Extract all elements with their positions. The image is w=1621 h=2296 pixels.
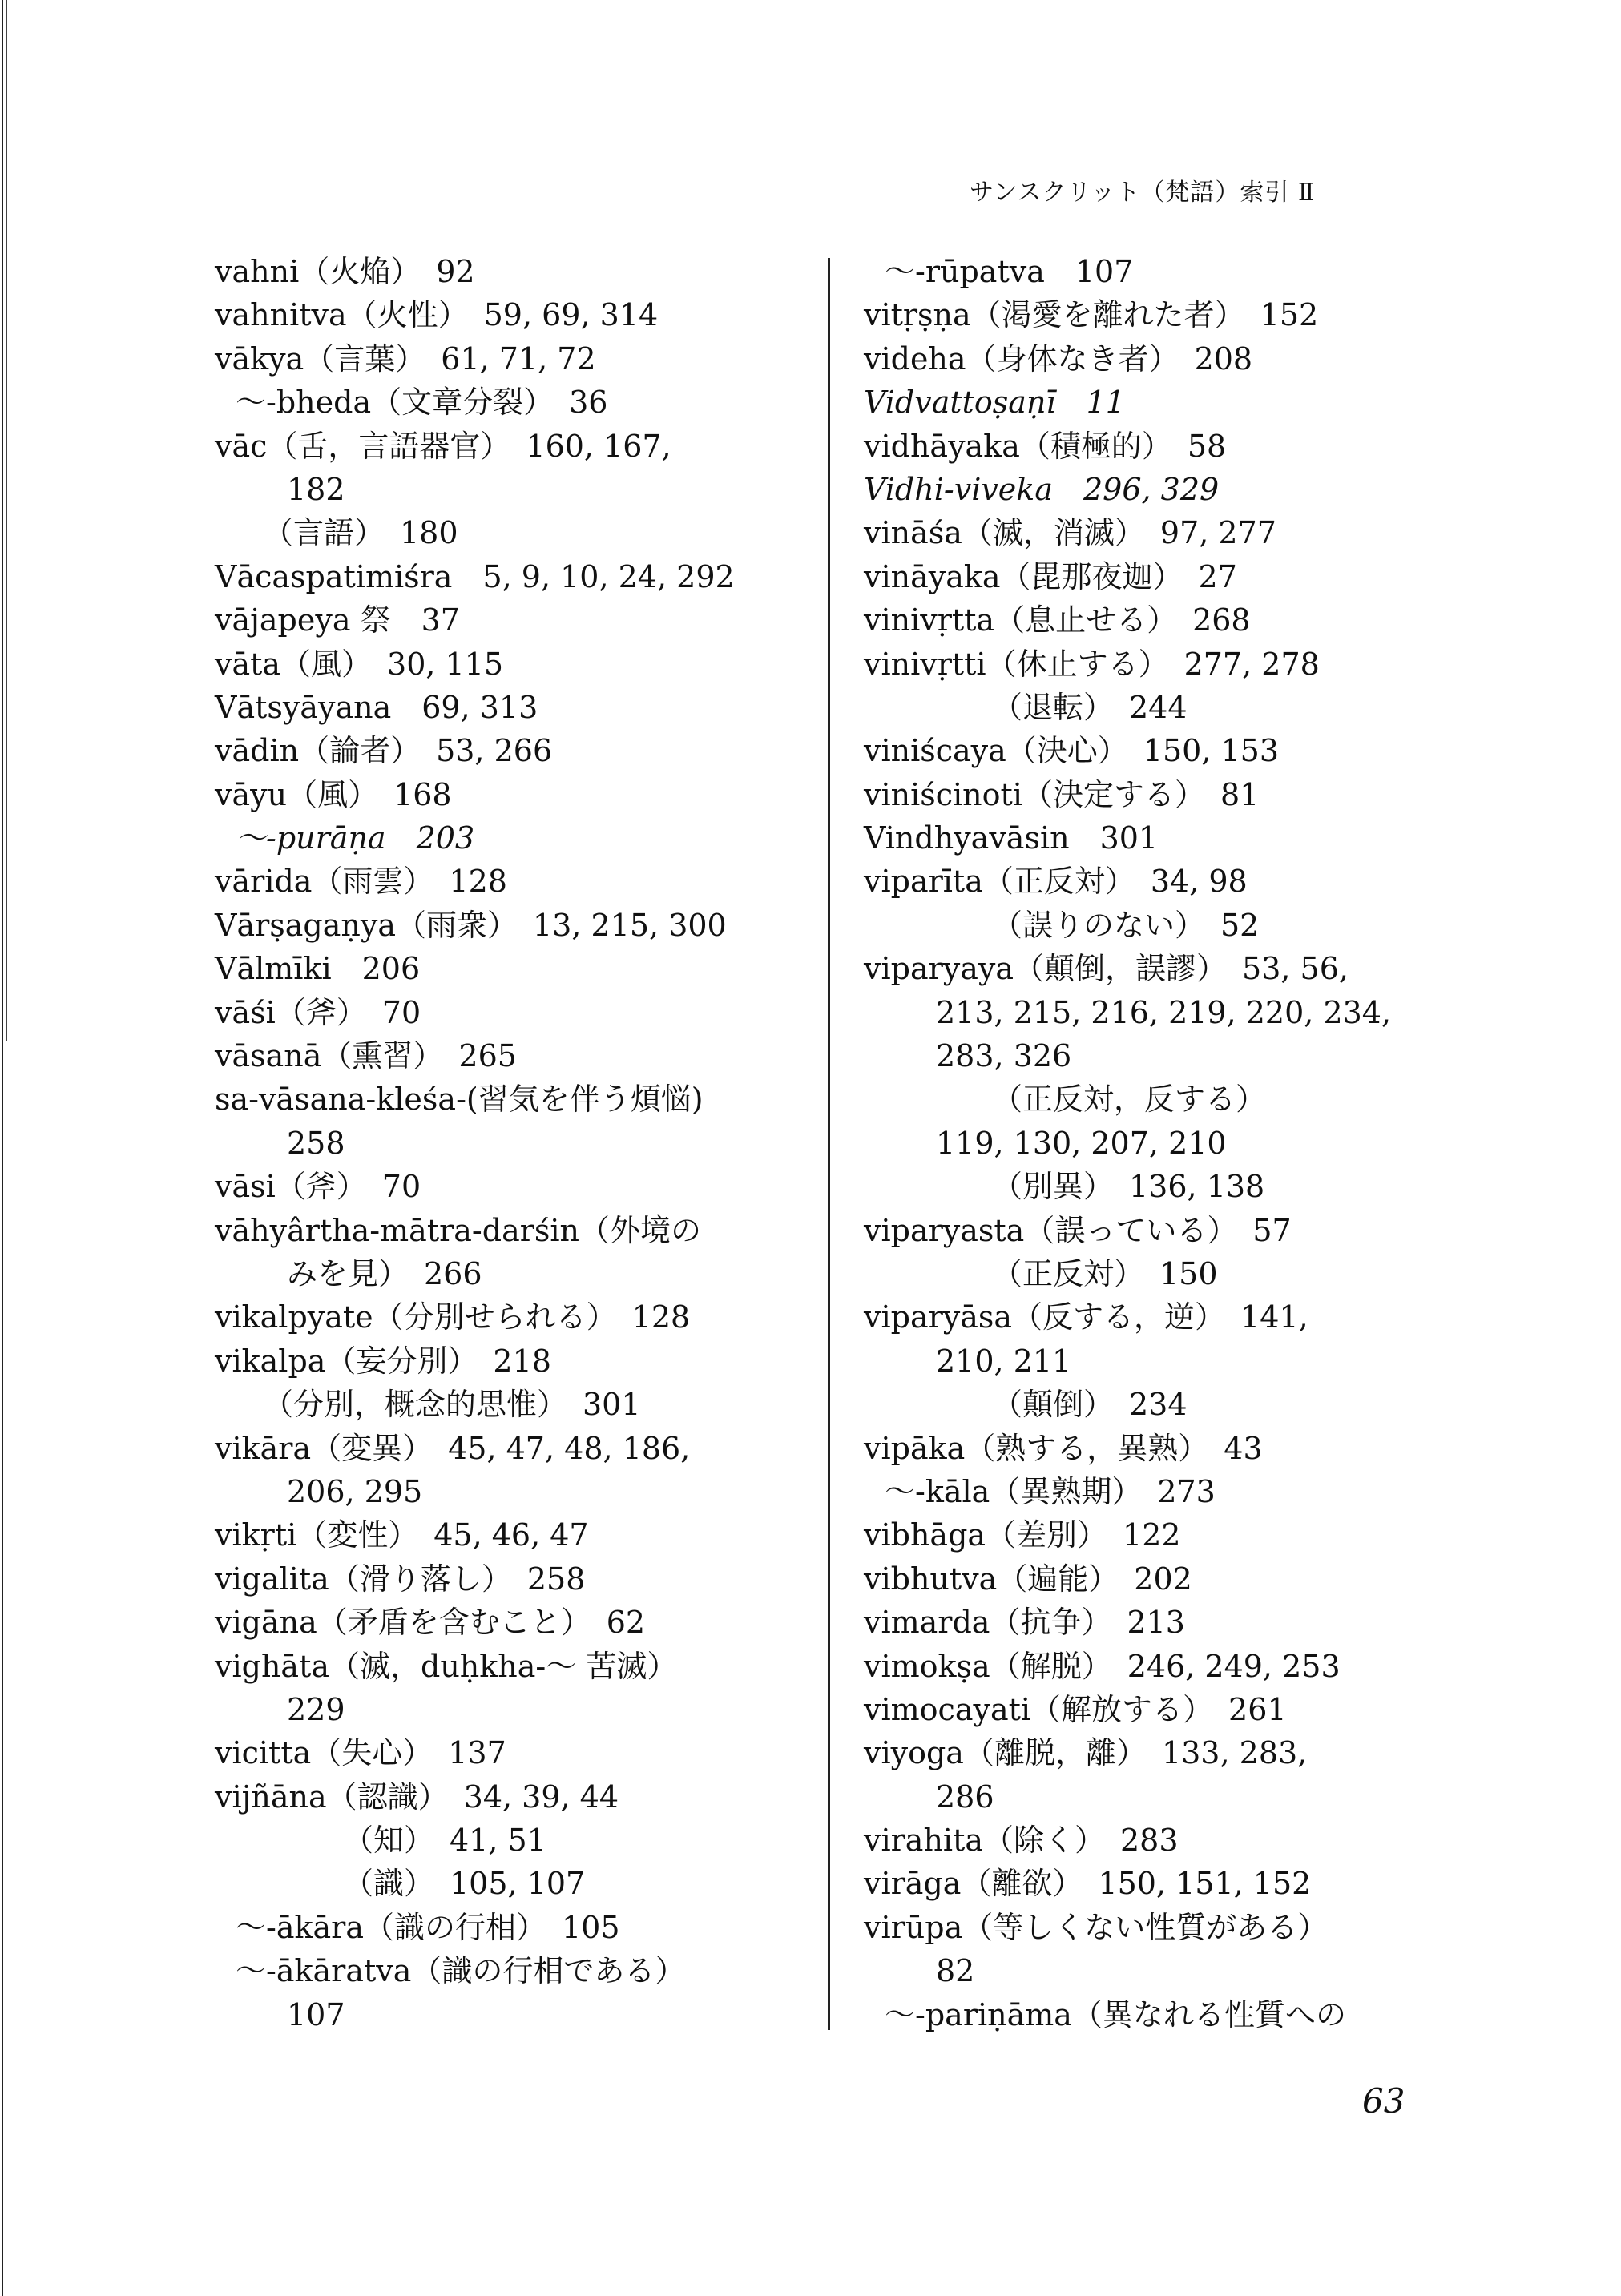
index-entry: （知） 41, 51 [343, 1823, 546, 1859]
index-entry: 213, 215, 216, 219, 220, 234, [936, 994, 1392, 1030]
index-entry: vighāta（滅，duḥkha-～ 苦滅） [215, 1648, 678, 1684]
index-entry: vādin（論者） 53, 266 [215, 733, 553, 769]
index-entry: vicitta（失心） 137 [215, 1735, 506, 1771]
index-entry: vipāka（熟する，異熟） 43 [864, 1430, 1263, 1466]
index-entry: virūpa（等しくない性質がある） [864, 1909, 1329, 1945]
index-entry: ～-bheda（文章分裂） 36 [236, 385, 608, 421]
index-entry: viparyāsa（反する，逆） 141, [864, 1299, 1308, 1335]
index-entry: virāga（離欲） 150, 151, 152 [864, 1866, 1312, 1902]
index-entry: 82 [936, 1953, 975, 1989]
index-entry: virahita（除く） 283 [864, 1823, 1179, 1859]
index-entry: vāsi（斧） 70 [215, 1169, 421, 1205]
page-number: 63 [1362, 2081, 1405, 2121]
index-entry: Vārṣagaṇya（雨衆） 13, 215, 300 [215, 907, 727, 943]
index-entry: vikalpyate（分別せられる） 128 [215, 1299, 691, 1335]
index-entry: vikalpa（妄分別） 218 [215, 1343, 551, 1379]
scan-edge-line [6, 0, 7, 1041]
index-entry: vāhyârtha-mātra-darśin（外境の [215, 1212, 702, 1248]
index-entry: （誤りのない） 52 [992, 907, 1260, 943]
running-header: サンスクリット（梵語）索引 Ⅱ [970, 179, 1316, 207]
index-entry: 258 [287, 1125, 345, 1161]
index-entry: 119, 130, 207, 210 [936, 1125, 1227, 1161]
index-entry: （正反対，反する） [992, 1082, 1267, 1118]
index-entry: ～-pariṇāma（異なれる性質への [885, 1996, 1346, 2032]
index-entry: Vātsyāyana 69, 313 [215, 689, 538, 725]
index-column-right [864, 250, 1473, 2036]
index-entry: （退転） 244 [992, 689, 1188, 725]
index-entry: viparyasta（誤っている） 57 [864, 1212, 1292, 1248]
index-entry: vikāra（変異） 45, 47, 48, 186, [215, 1430, 691, 1466]
index-entry: ～-rūpatva 107 [885, 254, 1134, 289]
index-entry: vahnitva（火性） 59, 69, 314 [215, 297, 659, 333]
index-entry: vāśi（斧） 70 [215, 994, 421, 1030]
index-entry: vikṛti（変性） 45, 46, 47 [215, 1517, 589, 1553]
index-entry: Vindhyavāsin 301 [864, 820, 1159, 856]
index-entry: ～-kāla（異熟期） 273 [885, 1473, 1216, 1509]
index-entry: みを見） 266 [287, 1255, 482, 1291]
index-entry: vināśa（滅，消滅） 97, 277 [864, 515, 1276, 551]
index-entry: ～-purāṇa 203 [236, 820, 475, 856]
index-entry: vigāna（矛盾を含むこと） 62 [215, 1605, 646, 1641]
index-entry: vigalita（滑り落し） 258 [215, 1561, 586, 1597]
index-entry: vimarda（抗争） 213 [864, 1605, 1185, 1641]
index-entry: vidhāyaka（積極的） 58 [864, 428, 1227, 464]
index-entry: 286 [936, 1778, 994, 1815]
index-entry: vijñāna（認識） 34, 39, 44 [215, 1778, 619, 1815]
index-entry: （別異） 136, 138 [992, 1169, 1265, 1205]
index-entry: 229 [287, 1691, 345, 1727]
index-entry: 182 [287, 471, 345, 507]
index-entry: （分別，概念的思惟） 301 [263, 1387, 641, 1423]
index-entry: Vālmīki 206 [215, 951, 421, 987]
index-entry: 210, 211 [936, 1343, 1072, 1379]
index-entry: 206, 295 [287, 1473, 423, 1509]
index-entry: Vācaspatimiśra 5, 9, 10, 24, 292 [215, 558, 735, 594]
index-entry: vākya（言葉） 61, 71, 72 [215, 340, 596, 377]
index-entry: vinivṛtta（息止せる） 268 [864, 602, 1251, 638]
index-entry: vinivṛtti（休止する） 277, 278 [864, 646, 1320, 682]
index-entry: viparīta（正反対） 34, 98 [864, 864, 1248, 900]
index-entry: vāta（風） 30, 115 [215, 646, 504, 682]
index-entry: viyoga（離脱，離） 133, 283, [864, 1735, 1308, 1771]
index-entry: vājapeya 祭 37 [215, 602, 460, 638]
index-entry: vitṛṣṇa（渇愛を離れた者） 152 [864, 297, 1319, 333]
index-entry: vimocayati（解放する） 261 [864, 1691, 1287, 1727]
index-entry: vāsanā（熏習） 265 [215, 1038, 517, 1074]
index-entry: vimokṣa（解脱） 246, 249, 253 [864, 1648, 1341, 1684]
index-entry: vārida（雨雲） 128 [215, 864, 507, 900]
index-entry: viparyaya（顛倒，誤謬） 53, 56, [864, 951, 1349, 987]
index-entry: vibhutva（遍能） 202 [864, 1561, 1192, 1597]
index-entry: Vidhi-viveka 296, 329 [864, 471, 1220, 507]
index-entry: （言語） 180 [263, 515, 458, 551]
index-entry: vāc（舌，言語器官） 160, 167, [215, 428, 671, 464]
index-entry: 107 [287, 1996, 345, 2032]
index-entry: ～-ākāratva（識の行相である） [236, 1953, 686, 1989]
scan-edge-line [2, 0, 3, 2296]
index-entry: vibhāga（差別） 122 [864, 1517, 1181, 1553]
index-entry: viniścinoti（決定する） 81 [864, 776, 1260, 812]
index-entry: （正反対） 150 [992, 1255, 1218, 1291]
index-entry: （識） 105, 107 [343, 1866, 586, 1902]
index-entry: 283, 326 [936, 1038, 1072, 1074]
index-entry: viniścaya（決心） 150, 153 [864, 733, 1280, 769]
index-column-left [215, 250, 824, 2036]
index-entry: sa-vāsana-kleśa-(習気を伴う煩悩) [215, 1082, 704, 1118]
index-entry: videha（身体なき者） 208 [864, 340, 1253, 377]
index-entry: vahni（火焔） 92 [215, 254, 475, 289]
index-entry: ～-ākāra（識の行相） 105 [236, 1909, 620, 1945]
index-entry: （顛倒） 234 [992, 1387, 1188, 1423]
column-divider [828, 258, 830, 2030]
scan-margin-lines [0, 0, 8, 2296]
index-entry: vāyu（風） 168 [215, 776, 452, 812]
index-entry: Vidvattoṣaṇī 11 [864, 385, 1125, 421]
index-entry: vināyaka（毘那夜迦） 27 [864, 558, 1237, 594]
